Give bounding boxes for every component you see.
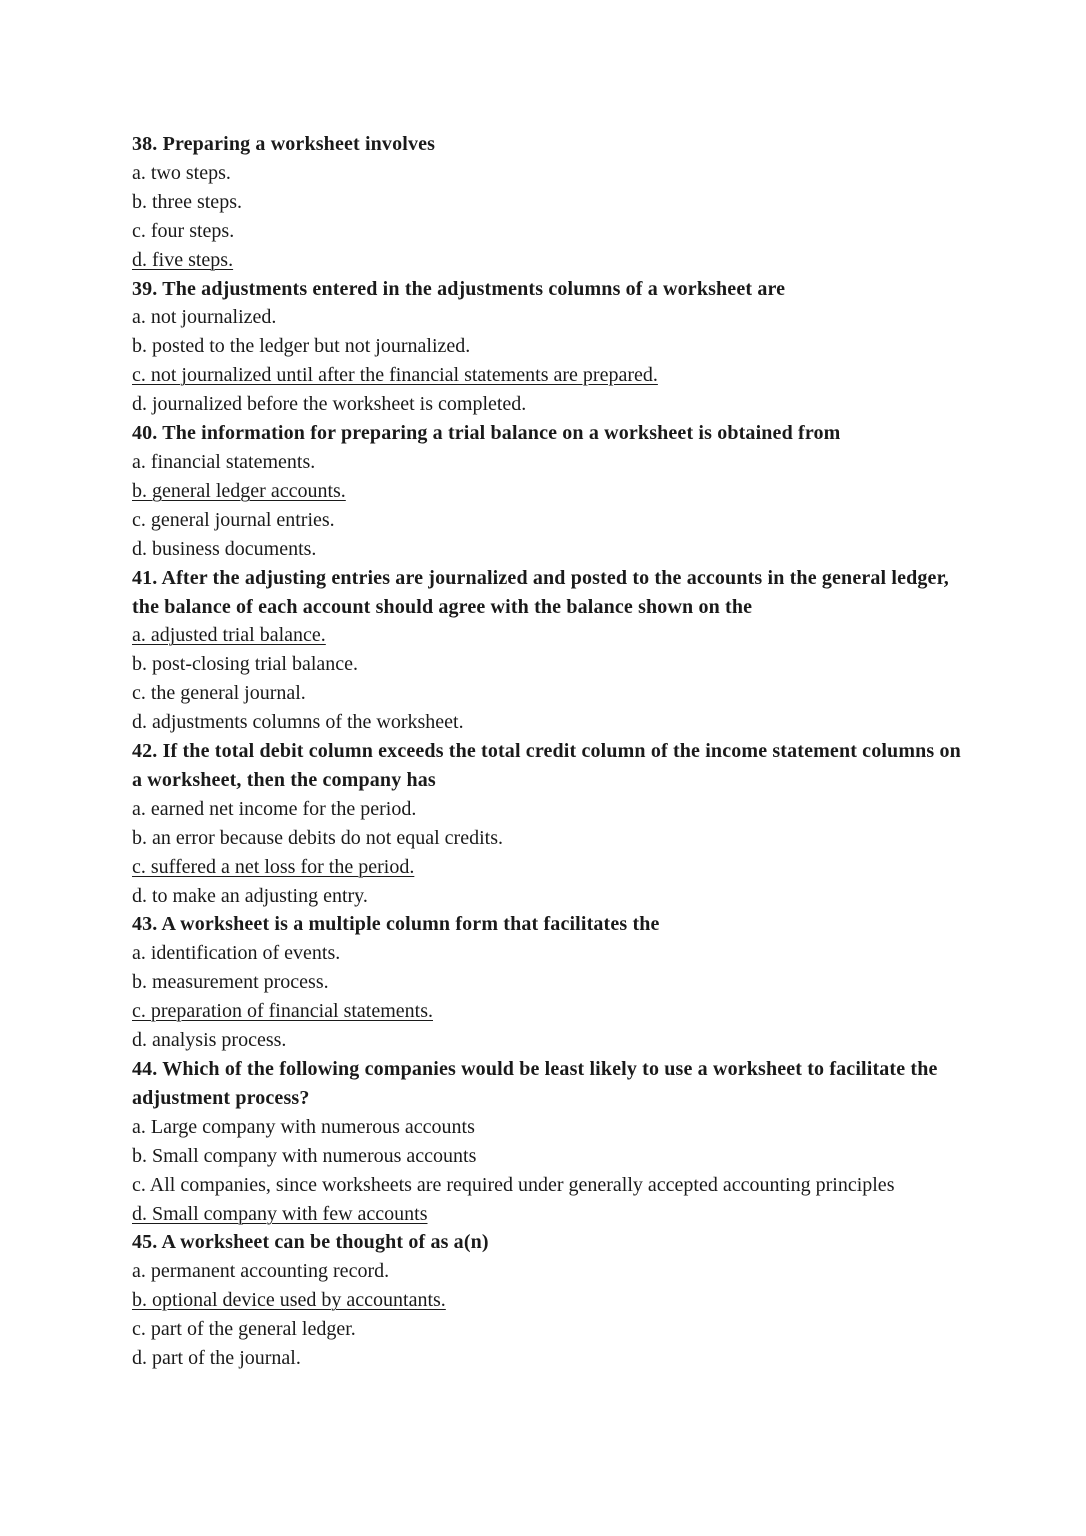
question-text: 40. The information for preparing a trial balance on a worksheet is obtained from (132, 422, 841, 445)
question-text: 42. If the total debit column exceeds the total credit column of the income statement columns on a worksheet, then the company has (132, 740, 961, 791)
option-a: a. earned net income for the period. (132, 797, 417, 820)
question-text: 41. After the adjusting entries are journalized and posted to the accounts in the general ledger, the balance of each account should agree with the balance shown on the (132, 566, 949, 618)
question-text: 45. A worksheet can be thought of as a(n) (132, 1231, 489, 1254)
option-d-correct-answer: d. five steps. (132, 248, 234, 271)
question-text: 39. The adjustments entered in the adjustments columns of a worksheet are (132, 277, 786, 300)
option-a: a. financial statements. (132, 450, 316, 473)
option-c: c. All companies, since worksheets are required under generally accepted accounting principles (132, 1173, 895, 1196)
option-d: d. business documents. (132, 537, 317, 560)
document-page (132, 130, 962, 1373)
option-b: b. posted to the ledger but not journalized. (132, 335, 471, 358)
option-a: a. two steps. (132, 161, 231, 184)
option-c: c. four steps. (132, 219, 235, 242)
option-b: b. measurement process. (132, 971, 329, 994)
option-a: a. not journalized. (132, 306, 277, 329)
options-list (132, 939, 962, 1055)
question-44 (132, 1055, 962, 1228)
option-d: d. journalized before the worksheet is completed. (132, 393, 527, 416)
question-41 (132, 564, 962, 737)
options-list (132, 303, 962, 419)
option-d: d. to make an adjusting entry. (132, 884, 368, 907)
option-b: b. an error because debits do not equal credits. (132, 826, 503, 849)
option-c: c. part of the general ledger. (132, 1318, 356, 1341)
question-38 (132, 130, 962, 275)
option-a: a. Large company with numerous accounts (132, 1115, 475, 1138)
option-b: b. three steps. (132, 190, 242, 213)
options-list (132, 159, 962, 275)
options-list (132, 795, 962, 911)
question-text: 38. Preparing a worksheet involves (132, 133, 436, 155)
option-c-correct-answer: c. not journalized until after the financial statements are prepared. (132, 364, 658, 387)
options-list (132, 621, 962, 737)
option-a: a. identification of events. (132, 942, 341, 965)
question-39 (132, 275, 962, 420)
option-c-correct-answer: c. preparation of financial statements. (132, 1000, 433, 1023)
question-43 (132, 910, 962, 1055)
option-d: d. part of the journal. (132, 1347, 301, 1370)
question-text: 43. A worksheet is a multiple column form that facilitates the (132, 913, 660, 936)
option-b-correct-answer: b. general ledger accounts. (132, 479, 346, 502)
option-c-correct-answer: c. suffered a net loss for the period. (132, 855, 415, 878)
options-list (132, 448, 962, 564)
options-list (132, 1113, 962, 1229)
question-45 (132, 1228, 962, 1373)
option-c: c. general journal entries. (132, 508, 335, 531)
option-b: b. Small company with numerous accounts (132, 1144, 477, 1167)
question-42 (132, 737, 962, 910)
option-d: d. analysis process. (132, 1029, 287, 1052)
option-b-correct-answer: b. optional device used by accountants. (132, 1289, 446, 1312)
question-text: 44. Which of the following companies would be least likely to use a worksheet to facilitate the adjustment process? (132, 1058, 938, 1109)
option-d: d. adjustments columns of the worksheet. (132, 711, 464, 734)
option-a: a. permanent accounting record. (132, 1260, 390, 1283)
option-d-correct-answer: d. Small company with few accounts (132, 1202, 428, 1225)
option-a-correct-answer: a. adjusted trial balance. (132, 624, 326, 647)
question-40 (132, 419, 962, 564)
options-list (132, 1257, 962, 1373)
option-c: c. the general journal. (132, 682, 306, 705)
option-b: b. post-closing trial balance. (132, 653, 359, 676)
